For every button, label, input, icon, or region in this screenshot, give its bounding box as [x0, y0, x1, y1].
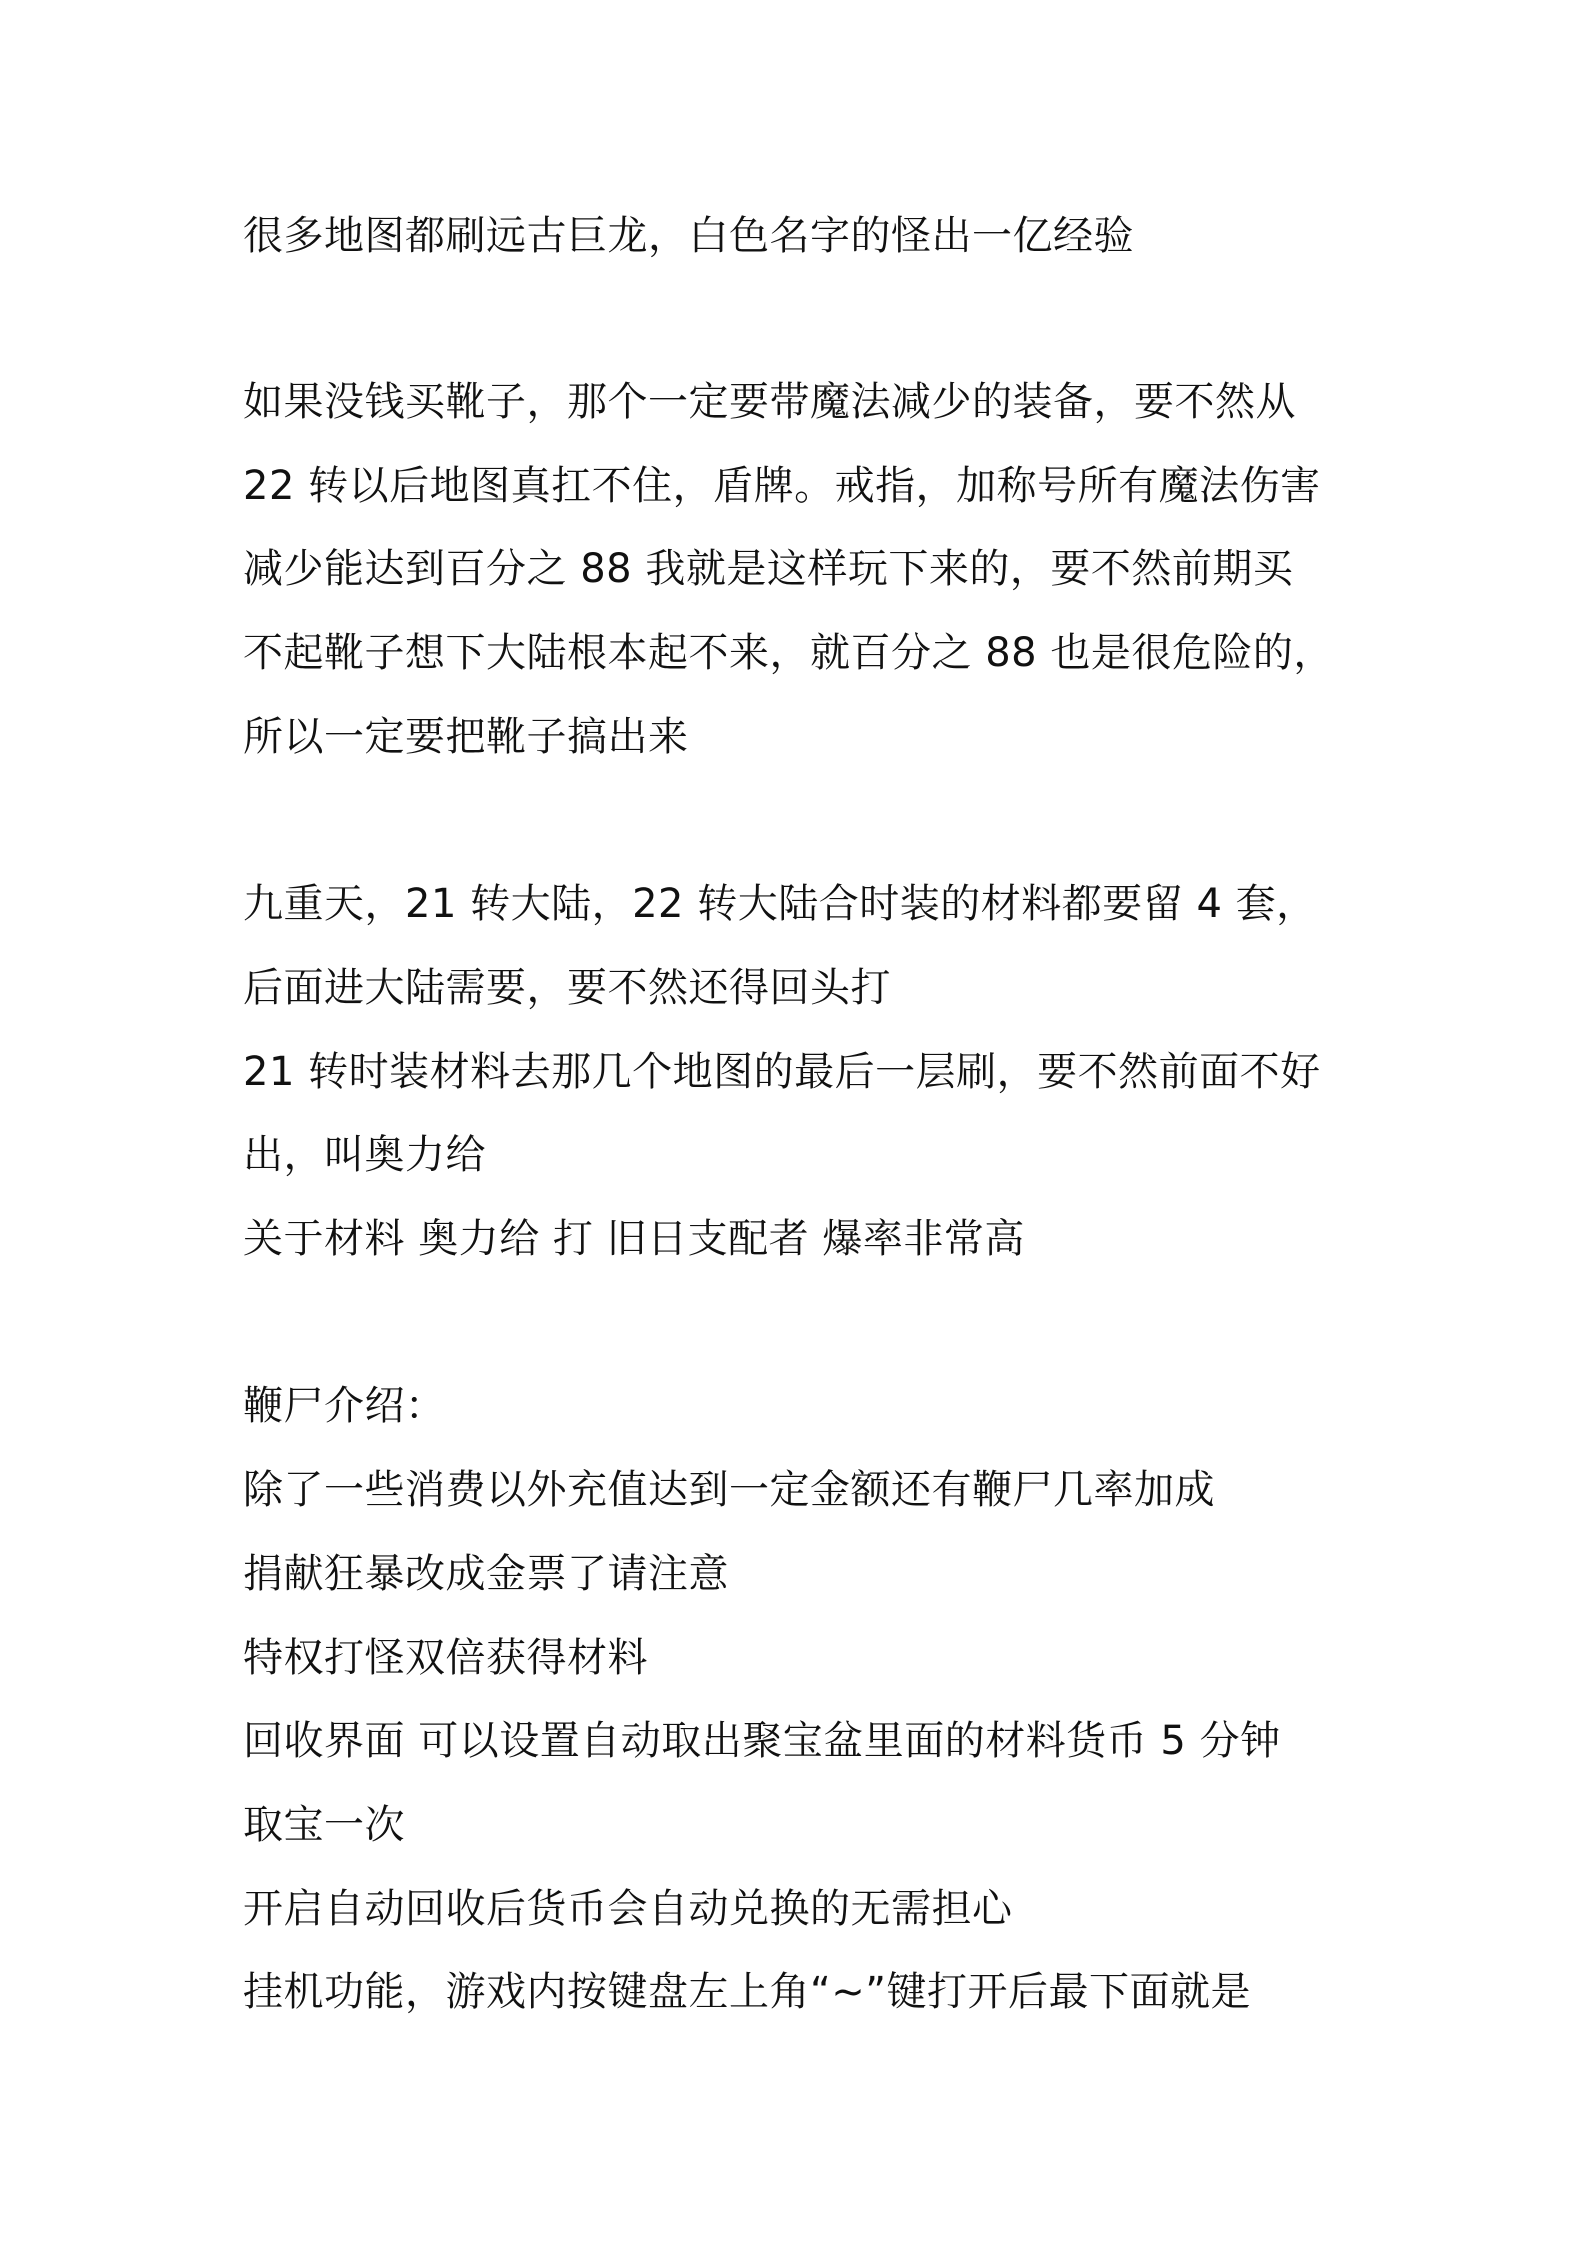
- text-line: 除了一些消费以外充值达到一定金额还有鞭尸几率加成: [243, 1467, 1215, 1513]
- text-line: 后面进大陆需要，要不然还得回头打: [243, 965, 891, 1011]
- text-line: 很多地图都刷远古巨龙，白色名字的怪出一亿经验: [243, 213, 1134, 259]
- text-line: 关于材料 奥力给 打 旧日支配者 爆率非常高: [243, 1216, 1025, 1262]
- text-line: 取宝一次: [243, 1802, 405, 1848]
- text-line: 如果没钱买靴子，那个一定要带魔法减少的装备，要不然从: [243, 379, 1296, 425]
- text-line: 减少能达到百分之 88 我就是这样玩下来的，要不然前期买: [243, 546, 1294, 592]
- text-line: 21 转时装材料去那几个地图的最后一层刷，要不然前面不好: [243, 1049, 1321, 1095]
- text-line: 不起靴子想下大陆根本起不来，就百分之 88 也是很危险的，: [243, 630, 1334, 676]
- text-line: 所以一定要把靴子搞出来: [243, 714, 689, 760]
- text-line: 鞭尸介绍：: [243, 1383, 446, 1429]
- text-line: 出，叫奥力给: [243, 1132, 486, 1178]
- text-line: 特权打怪双倍获得材料: [243, 1635, 648, 1681]
- text-line: 九重天，21 转大陆，22 转大陆合时装的材料都要留 4 套，: [243, 881, 1317, 927]
- text-line: 捐献狂暴改成金票了请注意: [243, 1551, 729, 1597]
- text-line: 回收界面 可以设置自动取出聚宝盆里面的材料货币 5 分钟: [243, 1718, 1281, 1764]
- text-line: 22 转以后地图真扛不住，盾牌。戒指，加称号所有魔法伤害: [243, 463, 1321, 509]
- text-line: 开启自动回收后货币会自动兑换的无需担心: [243, 1886, 1013, 1932]
- text-line: 挂机功能，游戏内按键盘左上角“~”键打开后最下面就是: [243, 1969, 1251, 2015]
